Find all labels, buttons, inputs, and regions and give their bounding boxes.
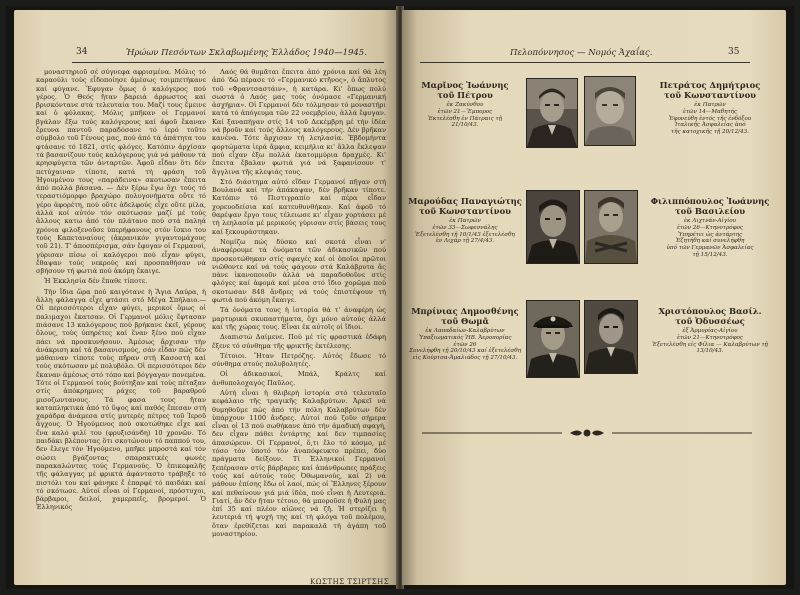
paragraph: Τήν ἴδια ὥρα πού καιγότανε ἡ Ἅγια Λαύρα, ἡ ἄλλη φάλαγγα εἶχε φτάσει στό Μέγα Σπήλαιο.—Οἱ περισσότεροι εἶχαν φύγει, μερικοί ὅμως οἱ παλιμαχοι ἔκατσαν. Οἱ Γερμανοί μόλις ἔφτασαν πιάσανε 13 καλόγερους πού βρήκανε ἐκεῖ, γέρους ὅλους, τοὺς ὑπηρέτες καί ἕναν ξένο πού εἶχαν πάει νά προσκυνήσουν. Ἀμέσως ἄρχισαν τήν ἀνάκριση καί τά βασανισμούς, σάν εἶδαν πώς δέν μάθαιναν τίποτε τοὺς πῆραν στή Κασοστή καί τοὺς σκότωσαν μέ πολυβόλο. Οἱ περισσότεροι δέν ἔκαναν ἀμέσως στό τόπο καί βόγγαγαν πονεμένα. Τότε οἱ Γερμανοί τούς βούτηξαν καί τοὺς πέταξαν στίς ἀπόκρημνες ράχες τοῦ βαραθρού μισοζωντανους. Τά φασα τους ἤταν καταπληκτικά ἀπό τό ὕψος καί παθός ἔπεσαν στή χαράδρα ἀνάμεσα στίς μυτερές πέτρες τοῦ Ἱεροῦ ἄγχους. Ὁ Ἡγούμενος πού σκοτώθηκε εἶχε καί ἕνα καλό φιλί του (φρυξισάνδη) 10 χρονῶν. Τό παιδάκι βλέποντας ὅτι σκοτώνουν τό παππού του, δεν ἔλεγε τόν Ἡγούμενο, μπῆκε μπροστά καί τόν σώσει βγάζοντας σπαρακτικές φωνές παρακαλώντας τούς Γερμανούς. Ὁ ἐπικεφαλῆς τῆς φάλαγγας μέ φρικτά ἀφάνταστο τράβηξε τό πιστόλι του καί φάνηκε ἔ ἐπαρφέ τό παιδάκι καί τό σκότωσε. Αὐτοί εἶναι οἱ Γερμανοί, πρόστυχοι, βάρβαροι, δειλοί, χαμερπεῖς, βρομεροί. Ὁ Ἑλληνικός bbox=[36, 287, 206, 512]
entry-details: ἐκ Λιχτνάν-Αἰγίου ἐτῶν 26—Κτηνοτρόφος Ὑπηρέτει ὡς ἀντάρτης Ἐζητήθη καί συνελήφθη ὑπό τῶν Γερμανῶν Ἀσφαλείας τῇ 15/12/43. bbox=[666, 218, 754, 258]
paragraph: Νομίζω πώς δύσκο καί σκοτά εἶναι ν' ἀναφέρουμε τά ὀνόματα τῶν ἀδικασικῶν πού προσκοτώθηκαν στίς σφαγές καί οἱ ὁποῖοι πρῶτοι νιῶθοντε καί νά τούς φάγουν στά Καλάβρυτα ἄς πάνε ἰκανοποιοῦν ἀλλά νά παραδοθοῦνε στίς φλόγες καί ἀφομά καί μέσα στό ἴδιο χορῶμα πού σκοτωσαν 848 ἄνδρες νά τούς ἐπιστέψουν τή φωτιά πού ἀκόμη ἔκαιγε. bbox=[212, 237, 386, 305]
left-page bbox=[14, 10, 398, 585]
decorative-divider bbox=[422, 428, 752, 438]
left-header-rule bbox=[72, 62, 384, 63]
left-running-head: Ἡρώων Πεσόντων Σκλαβωμένης Ἑλλάδος 1940—1945. bbox=[126, 48, 367, 58]
left-text-column-1 bbox=[36, 68, 206, 585]
portrait-photo bbox=[584, 190, 638, 264]
paragraph: μοναστηριοῦ σέ σύγνεφα αφρισμένα. Μόλις τό καραούλι τοὺς εἶδοποίησε ἀμέσως τσιμπετήκανε καί φύγανε. Ἔφυγαν ὅμως ὀ καλόγερος πού γέρος. Ὁ Θεός ἤταν βαρειά ἀρρωστος καί βρισκόντανε στά τελευταία του. Μαζί τους ἔμεινε καί ὁ φύλακας. Μόλις μπῆκαν οἱ Γερμανοί βγάλαν ἔξω τούς καλόγερους καί ἀφοῦ ἔκαναν ἔρευνα παντοῦ παραδόσανε τό ἱερό τοῦτο σύμβολο τοῦ Γένους μας, πού ἀπό τά ἀπάτητα του φτάσανε τό 1821, στίς φλόγες. Κατόπιν ἀρχίσαν τά βασανίζουν τούς καλόγερους γιά νά μάθουν τά κρησφύγετα τῶν ἀνταρτῶν. Ἀφοῦ εἶδαν ὅτι δέν πετύχαιναν τίποτε, κατά τή φράση τοῦ Ἡγουμένου τους «παράδεινα» σκοτωσαν ἔπειτα ἀπό πολλά βάσανα. — Δέν ξέρω ἔγω ὄχι τούς τό τεραστιόμορφο βραχώρο πολυγονήματα οὔτε τό γέρο ἀφορέτη, πού οὔτε ἀδελφούς εἶχε οὔτε μίλα, ἀλλά κοί αὐτόν τόν σκότωσαν μαζί μέ τούς ἄλλους κατω ἀπό τόν πλάτανο πού στά παληά χρόνια φιλοξενοῦσε ὑπερήφανους στόν ἴσκιο του τούς Καπεταναίους (ἀκρανικόν γιγαντομάχους τοῦ 21). Τ' ἀποσπέρισμα, σάν ἔφυγαν οἱ Γερμανοί, γύρισαν πίσω οἱ καλόγεροι πού εἶχαν φύγει, ἔθαψαν τούς νεκρούς καί προσπαθήσαν νά σβήσουν τή φωτιά πού ἀκόμη ἔκαιγε. bbox=[36, 68, 206, 276]
book-spread bbox=[6, 6, 794, 589]
paragraph: Λαός θά θυμᾶται ἔπειτα ἀπό χρόνια καί θά λέη ἀπό 'δῶ πέρασε τό «Γερμανικό κτῆνος», ὁ ἄπλυτος τοῦ «Φραντσαστάιν», ἡ κατάρα. Κι' ὅπως πολύ σωστά ὁ Λαός μας τούς ὀνόμασε «Γερμανική ἀσχήμια». Οἱ Γερμανοί δέν τόλμησαν τό μοναστήρι κατά τό ἀπόγευμα τῶν 22 νοεμβρίου, ἀλλά ἔφυγαν. Καί ξαναπήγαν στίς 14 τοῦ Δεκέμβρη μέ τήν ἰδέα νά βροῦν καί τούς ἄλλους καλόγερους. Δέν βρῆκαν κανένα. Τότε ἄρχισαν τή λεηλασία. Ἑβδομήντα φορτώματα ἱερά ἄμφια, κειμήλια κι' ἄλλα ἔκλεψαν πού εἶχαν ἐξω πολλά ἑκατομμύρια δραχμές. Κι' ἔπειτα ἔβαλαν φωτιά γιά νά ξαφανίσουν τ' ἄγγλινα τῆς κλεψιάς τους. bbox=[212, 68, 386, 176]
entry-name: Φιλιππόπουλος Ἰωάννης τοῦ Βασιλείου bbox=[650, 196, 770, 216]
portrait-image bbox=[527, 191, 579, 263]
memorial-entry-text bbox=[406, 306, 524, 362]
entry-name: Μαρῖνος Ἰωάννης τοῦ Πέτρου bbox=[421, 80, 509, 100]
paragraph: Τέτοιοι. Ἤταν Πετρόζης. Αὐτός ἔδωσε τό σύνθημα στούς πολυβολητές. bbox=[212, 351, 386, 369]
portrait-photo bbox=[526, 300, 580, 378]
paragraph: Ἡ Ἐκκλησία δέν ἔπαθε τίποτε. bbox=[44, 277, 148, 286]
portrait-image bbox=[585, 77, 635, 145]
left-text-column-2 bbox=[212, 68, 386, 575]
right-running-head: Πελοπόννησος — Νομός Ἀχαΐας. bbox=[510, 48, 653, 58]
memorial-entry-text bbox=[406, 196, 524, 245]
portrait-photo bbox=[526, 78, 578, 148]
memorial-entry-text bbox=[406, 80, 524, 129]
paragraph: Αὐτή εἶναι ἡ θλιβερή ἱστορία στό τελευταῖο κεφάλαιο τῆς τραγικῆς Καλαβρύτων. Ἀρκεῖ νά θυμηθοῦμε πώς ἀπό τήν πόλη Καλαβρύτων δέν ὑπάρχουν 1100 ἄνδρες. Αὐτοί πού ζοῦν σήμερα εἶναι οἱ 13 πού σωθήκανε ἀπό τήν ἀμαδική σφαγή, δεν εἶχαν πάθει ἐντάρτης καί δεν τιμπασίες ἀπασώρευν. Οἱ Γερμανοί, ὅ,τι ἔλο τό κόσμο, μέ τόσο τόν ὑποτό τόν ἀναπόφευκτο πρέπει, δύο πράγματα δείξουν. Τί Ἑλληνικοί Γερμανοί ξεπέρασαν στίς βάρβαρες καί ἀπάνθρωπες πράξεις τούς καί αὐτούς τούς Ὀθωμανούς, καί 2) νά μάθουν ἐπίσης ἔδω οἱ λαοί, πώς οἱ Ἕλληνες ξέρουν καί πεθαίνουν γιά μιά ἰδέα, πού εἶναι ἡ Λευτεριά. Γιατί, ἄν δέν ἤταν τέτοιο, θά μποροῦσε ἡ Φυλή μας ἐπί 35 καί πλέον αἰῶνες νά ζῆ. Ἡ στερίζει ἡ λευτεριά τή ψυχή της καί τή φλόγα τοῦ πολέμου, ὅταν ἐρεθίζεται καί παρακαλᾶ τή ἀγάπη τοῦ μοναστηρίου. bbox=[212, 388, 386, 539]
paragraph: Οἱ ἀδικασικοί, Μπάλ, Κράλτς καί ἀνθυπολοχαγός Παῦλος. bbox=[212, 370, 386, 387]
paragraph: Τά ὀνόματα τους ἡ ἱστορία θά τ' ἀναφέρη ὡς μαρτυρικά σκυπαστήματα, ὄχι μόνο αὐτούς ἀλλά καί τῆς χώρας τους. Εἶναι ἐκ αὐτοῖς οἱ ἴδιοι. bbox=[212, 306, 386, 331]
memorial-entry-text bbox=[642, 306, 778, 355]
entry-name: Πετράτος Δημήτριος τοῦ Κωνσταντίνου bbox=[659, 80, 761, 100]
entry-details: ἐκ Πατρῶν ἐτῶν 33—Σωφεσνάλης Ἐξετελέσθη τῇ 10/1/43 ἐξετελέσθη ἐν Λιχάρ τῇ 27/4/43. bbox=[415, 218, 515, 245]
portrait-image bbox=[527, 301, 579, 377]
portrait-photo bbox=[584, 76, 636, 146]
portrait-image bbox=[527, 79, 577, 147]
entry-details: ἐκ Ζακύνθου ἐτῶν 21—Ἔμπορος Ἐκτελέσθη ἐν Πάτραις τῇ 21/10/43. bbox=[428, 102, 502, 129]
memorial-entry-text bbox=[642, 80, 778, 136]
right-page-number: 35 bbox=[728, 47, 740, 57]
entry-details: ἐκ Λαπαδαίων-Καλαβρύτων Ὑπαξιωματικός ἩΒ. Ἀεροπορίας ἐτῶν 26 Συνελήφθη τῇ 20/10/43 καί ἐξετελέσθη εἰς Κούρτσα-Ἀμαλιάδος τῇ 27/10/43. bbox=[409, 328, 521, 362]
entry-name: Μπρίνιας Δημοσθένης τοῦ Θωμᾶ bbox=[411, 306, 519, 326]
paragraph: Διαπιστώ Δαίμενε. Πού μέ τίς φραστικά ἐδάφη ἔξενε τό σύνθημα τῆς φρικτῆς ἐκτέλεσης. bbox=[212, 333, 386, 350]
entry-name: Μαρούδας Παναγιώτης τοῦ Κωνσταντίνου bbox=[408, 196, 522, 216]
entry-name: Χριστόπουλος Βασίλ. τοῦ Ὀδυσσέως bbox=[658, 306, 762, 326]
portrait-photo bbox=[584, 300, 638, 374]
right-header-rule bbox=[420, 62, 750, 63]
paragraph: Στό διάστημα αὐτό εἴδαν Γερμανοί πῆγαν στή Βουλανά καί τήν ἀπάκαψαν, δέν βρῆκαν τίποτε. Κατόπιν τό Πιστιγραπίο καί πέρα εἶδαν χορευοδείσια καί κατευθυνθήκαν. Καί ἀφοῦ τό θαρέψαν ἔργο τους τέλειωσε κι' εἶχαν χορτάσει μέ τή λεηλασία μέ μερικούς γύρισαν στίς βάσεις τους καί ξεκουράστηκαν. bbox=[212, 177, 386, 236]
portrait-photo bbox=[526, 190, 580, 264]
entry-details: ἐξ Ἀρμυρίας-Αἰγίου ἐτῶν 21—Κτηνοτρόφος Ἐξετελέσθη εἰς Φίλια — Καλαβρύτων τῇ 13/10/43. bbox=[652, 328, 768, 355]
divider-ornament-icon bbox=[422, 428, 752, 438]
left-page-number: 34 bbox=[76, 47, 88, 57]
entry-details: ἐκ Πατρῶν ἐτῶν 14—Μαθητής Ἐφονεύθη ἐντός τῆς ἐνδόξου Ἰταλικῆς Ἀσφαλείας ἀπό τῆς κατοχικῆς τῇ 20/12/43. bbox=[668, 102, 752, 136]
portrait-image bbox=[585, 301, 637, 373]
right-page bbox=[402, 10, 786, 585]
author-signature: ΚΩΣΤΗΣ ΤΣΙΡΤΣΗΣ bbox=[310, 578, 390, 585]
portrait-image bbox=[585, 191, 637, 263]
memorial-entry-text bbox=[642, 196, 778, 259]
